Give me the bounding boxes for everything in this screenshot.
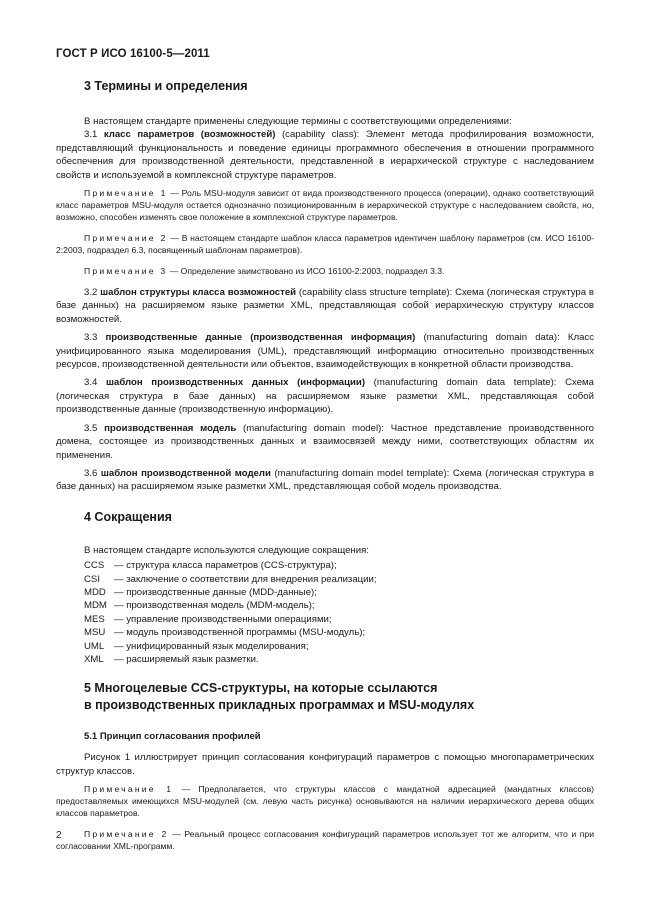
abbreviation-item: MDM — производственная модель (MDM-модель);: [84, 600, 315, 612]
section-3-intro: В настоящем стандарте применены следующие термины с соответствующими определениями:: [84, 116, 512, 127]
abbreviation-item: CCS — структура класса параметров (CCS-структура);: [84, 560, 337, 572]
abbreviation-item: UML — унифицированный язык моделирования;: [84, 640, 309, 652]
abbreviation-item: CSI — заключение о соответствии для внедрения реализации;: [84, 573, 377, 585]
page-content: [56, 79, 594, 861]
section-4-intro: В настоящем стандарте используются следующие сокращения:: [84, 544, 369, 556]
term-3-1: 3.1 класс параметров (возможностей) (capability class): Элемент метода профилирования возможности, представляющий функциональность и поведение единицы программного обеспечения в отношении программного обеспечения для производственной деятельности, представленной в иерархической структуре с наследованием свойств и используемой в комплексной структуре параметров.: [56, 129, 594, 181]
abbreviation-list: [56, 559, 594, 666]
section-5-title: 5 Многоцелевые CCS-структуры, на которые ссылаются в производственных прикладных программах и MSU-модулях: [84, 681, 475, 713]
document-header: ГОСТ Р ИСО 16100-5—2011: [56, 48, 210, 60]
section-4-title: 4 Сокращения: [84, 509, 172, 524]
note-3-1: Примечание 1 — Роль MSU-модуля зависит от вида производственного процесса (операции), однако соответствующий класс параметров MSU-модуля остается однозначно позиционированным в иерархической структуре с наследованием свойств, но, возможно, способен изменять свое положение в комплексной структуре параметров.: [56, 188, 594, 223]
term-3-6: 3.6 шаблон производственной модели (manufacturing domain model template): Схема (логическая структура в базе данных) на расширяемом языке разметки XML, представляющая собой модель производства.: [56, 467, 595, 493]
subsection-5-1-title: 5.1 Принцип согласования профилей: [84, 731, 261, 743]
note-3-3: Примечание 3 — Определение заимствовано из ИСО 16100-2:2003, подраздел 3.3.: [84, 266, 445, 277]
term-3-2: 3.2 шаблон структуры класса возможностей (capability class structure template): Схема (логическая структура в базе данных) на расширяемом языке разметки XML, представляющая собой иерархическую структуру классов возможностей.: [56, 287, 594, 325]
abbreviation-item: MSU — модуль производственной программы (MSU-модуль);: [84, 627, 366, 639]
abbreviation-item: MES — управление производственными операциями;: [84, 613, 332, 625]
page-number: 2: [56, 830, 62, 841]
section-5-1-paragraph: Рисунок 1 иллюстрирует принцип согласования конфигураций параметров с помощью многопараметрических структур классов.: [56, 752, 594, 777]
term-3-3: 3.3 производственные данные (производственная информация) (manufacturing domain data): Класс унифицированного языка моделирования (UML), представляющий информацию относительно производственных ресурсов, производственной деятельности или объектов, взаимодействующих в конкретной области производства.: [56, 332, 594, 371]
abbreviation-item: MDD — производственные данные (MDD-данные);: [84, 586, 317, 598]
note-5-1: Примечание 1 — Предполагается, что структуры классов с мандатной адресацией (мандатных классов) предоставляемых имеющихся MSU-модулей (см. левую часть рисунка) основываются на наличии иерархического дерева общих классов параметров.: [56, 784, 595, 819]
note-5-2: Примечание 2 — Реальный процесс согласования конфигураций параметров использует тот же алгоритм, что и при согласовании XML-программ.: [56, 829, 594, 852]
term-3-5: 3.5 производственная модель (manufacturing domain model): Частное представление производственного домена, состоящее из производственных данных и взаимосвязей между ними, соответствующих областям их применения.: [56, 422, 594, 461]
term-3-4: 3.4 шаблон производственных данных (информации) (manufacturing domain data template): Схема (логическая структура в базе данных) на расширяемом языке разметки XML, представляющая собой производственные данные (производственную информацию).: [56, 377, 594, 416]
section-3-title: 3 Термины и определения: [84, 79, 248, 93]
abbreviation-item: XML — расширяемый язык разметки.: [84, 653, 259, 665]
note-3-2: Примечание 2 — В настоящем стандарте шаблон класса параметров идентичен шаблону параметров (см. ИСО 16100-2:2003, подраздел 6.3, посвященный шаблонам параметров).: [56, 233, 594, 256]
